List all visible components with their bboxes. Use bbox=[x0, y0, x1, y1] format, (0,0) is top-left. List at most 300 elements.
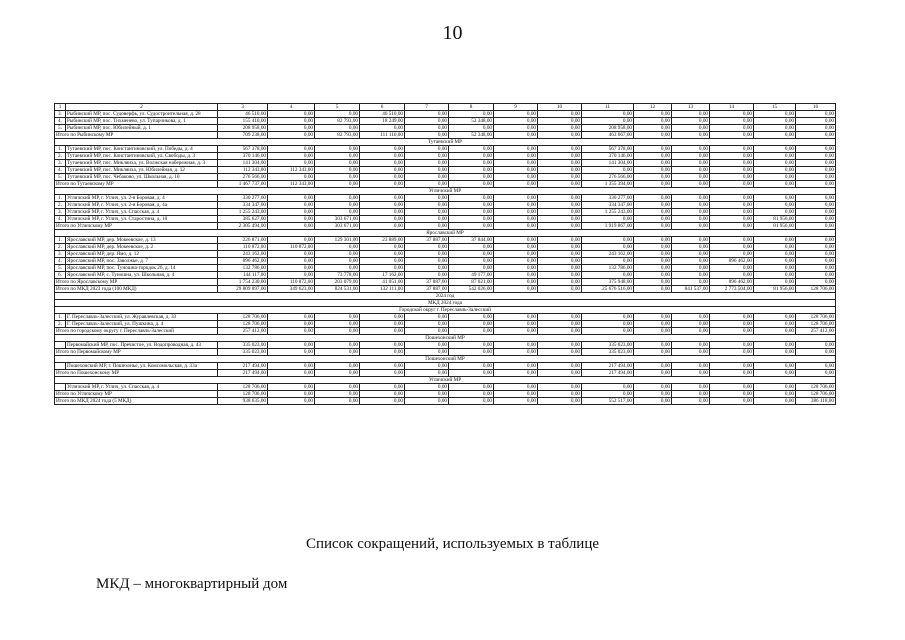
table-row bbox=[55, 363, 836, 370]
value-cell: 0,00 bbox=[634, 363, 672, 370]
table-row bbox=[55, 195, 836, 202]
total-cell: 37 887,00 bbox=[405, 286, 449, 293]
value-cell: 0,00 bbox=[634, 342, 672, 349]
value-cell: 0,00 bbox=[405, 265, 449, 272]
value-cell: 0,00 bbox=[538, 237, 582, 244]
row-number: 1. bbox=[55, 146, 66, 153]
value-cell: 0,00 bbox=[634, 111, 672, 118]
value-cell: 0,00 bbox=[796, 160, 836, 167]
table-section-row bbox=[55, 230, 836, 237]
total-cell: 257 412,00 bbox=[796, 328, 836, 335]
value-cell: 0,00 bbox=[634, 258, 672, 265]
table-total-row bbox=[55, 279, 836, 286]
value-cell: 0,00 bbox=[634, 153, 672, 160]
value-cell: 132 786,00 bbox=[218, 265, 268, 272]
table-section-row bbox=[55, 377, 836, 384]
total-cell: 0,00 bbox=[449, 223, 494, 230]
total-cell: 0,00 bbox=[494, 223, 538, 230]
value-cell: 0,00 bbox=[360, 146, 405, 153]
apartment-buildings-table-container bbox=[54, 103, 835, 405]
value-cell: 0,00 bbox=[315, 342, 360, 349]
table-row bbox=[55, 146, 836, 153]
total-cell: 41 051,00 bbox=[360, 279, 405, 286]
total-cell: 0,00 bbox=[754, 132, 796, 139]
value-cell: 0,00 bbox=[315, 146, 360, 153]
address-cell: Первомайский МР, пос. Пречистое, ул. Водопроводная, д. 43 bbox=[66, 342, 218, 349]
value-cell: 0,00 bbox=[315, 153, 360, 160]
value-cell: 243 162,00 bbox=[582, 251, 634, 258]
table-row bbox=[55, 251, 836, 258]
value-cell: 0,00 bbox=[405, 272, 449, 279]
value-cell: 0,00 bbox=[315, 202, 360, 209]
value-cell: 208 958,00 bbox=[582, 125, 634, 132]
total-cell: 0,00 bbox=[672, 328, 710, 335]
header-cell: 11 bbox=[582, 104, 634, 111]
value-cell: 112 343,00 bbox=[268, 167, 315, 174]
total-cell: 542 026,00 bbox=[449, 286, 494, 293]
value-cell: 0,00 bbox=[360, 258, 405, 265]
value-cell: 0,00 bbox=[449, 167, 494, 174]
total-cell: 111 110,00 bbox=[360, 132, 405, 139]
value-cell: 0,00 bbox=[268, 195, 315, 202]
table-row bbox=[55, 342, 836, 349]
table-total-row bbox=[55, 328, 836, 335]
value-cell: 0,00 bbox=[710, 342, 754, 349]
section-title: Тутаевский МР bbox=[55, 139, 836, 146]
value-cell: 0,00 bbox=[754, 118, 796, 125]
total-cell: 0,00 bbox=[796, 349, 836, 356]
total-cell: 0,00 bbox=[710, 132, 754, 139]
value-cell: 0,00 bbox=[449, 146, 494, 153]
value-cell: 0,00 bbox=[634, 251, 672, 258]
total-cell: 217 494,00 bbox=[582, 370, 634, 377]
value-cell: 18 249,00 bbox=[360, 118, 405, 125]
value-cell: 0,00 bbox=[494, 244, 538, 251]
total-cell: 0,00 bbox=[494, 370, 538, 377]
total-cell: 0,00 bbox=[634, 286, 672, 293]
value-cell: 0,00 bbox=[538, 209, 582, 216]
value-cell: 0,00 bbox=[582, 314, 634, 321]
value-cell: 0,00 bbox=[449, 258, 494, 265]
total-cell: 0,00 bbox=[672, 398, 710, 405]
value-cell: 0,00 bbox=[405, 195, 449, 202]
value-cell: 0,00 bbox=[538, 153, 582, 160]
value-cell: 0,00 bbox=[710, 314, 754, 321]
total-cell: 0,00 bbox=[634, 132, 672, 139]
value-cell: 0,00 bbox=[710, 321, 754, 328]
value-cell: 17 162,00 bbox=[360, 272, 405, 279]
value-cell: 81 956,00 bbox=[754, 216, 796, 223]
value-cell: 0,00 bbox=[538, 363, 582, 370]
value-cell: 330 277,00 bbox=[218, 195, 268, 202]
total-cell: 0,00 bbox=[449, 349, 494, 356]
total-cell: 0,00 bbox=[538, 349, 582, 356]
total-cell: 1 919 867,00 bbox=[582, 223, 634, 230]
total-cell: 0,00 bbox=[360, 181, 405, 188]
value-cell: 0,00 bbox=[449, 202, 494, 209]
value-cell: 226 871,00 bbox=[218, 237, 268, 244]
header-cell: 16 bbox=[796, 104, 836, 111]
address-cell: Тутаевский МР, пос. Микляиха, ул. Волжская набережная, д. 3 bbox=[66, 160, 218, 167]
value-cell: 0,00 bbox=[634, 125, 672, 132]
address-cell: Пошехонский МР, г. Пошехонье, ул. Комсомольская, д. 33а bbox=[66, 363, 218, 370]
value-cell: 155 410,00 bbox=[218, 118, 268, 125]
row-number: 3. bbox=[55, 251, 66, 258]
value-cell: 0,00 bbox=[405, 202, 449, 209]
row-number: 4. bbox=[55, 118, 66, 125]
total-cell: 0,00 bbox=[796, 279, 836, 286]
value-cell: 0,00 bbox=[449, 153, 494, 160]
value-cell: 141 304,00 bbox=[218, 160, 268, 167]
address-cell: Рыбинский МР, пос. Тихменево, ул. Тупарчикова, д. 1 bbox=[66, 118, 218, 125]
total-cell: 0,00 bbox=[710, 391, 754, 398]
value-cell: 0,00 bbox=[268, 118, 315, 125]
value-cell: 217 494,00 bbox=[218, 363, 268, 370]
total-cell: 0,00 bbox=[710, 349, 754, 356]
value-cell: 52 348,00 bbox=[449, 118, 494, 125]
value-cell: 0,00 bbox=[268, 265, 315, 272]
row-number: 5. bbox=[55, 174, 66, 181]
table-row bbox=[55, 118, 836, 125]
total-cell: 0,00 bbox=[672, 181, 710, 188]
value-cell: 0,00 bbox=[538, 202, 582, 209]
value-cell: 0,00 bbox=[754, 146, 796, 153]
value-cell: 0,00 bbox=[405, 384, 449, 391]
row-number bbox=[55, 342, 66, 349]
total-cell: 0,00 bbox=[754, 181, 796, 188]
value-cell: 0,00 bbox=[672, 265, 710, 272]
table-total-row bbox=[55, 223, 836, 230]
value-cell: 82 793,00 bbox=[315, 118, 360, 125]
value-cell: 0,00 bbox=[582, 111, 634, 118]
value-cell: 370 146,00 bbox=[218, 153, 268, 160]
value-cell: 0,00 bbox=[754, 167, 796, 174]
total-cell: 0,00 bbox=[360, 391, 405, 398]
value-cell: 0,00 bbox=[754, 384, 796, 391]
total-label: Итого по Ярославскому МР bbox=[55, 279, 218, 286]
value-cell: 0,00 bbox=[672, 272, 710, 279]
value-cell: 330 277,00 bbox=[582, 195, 634, 202]
apartment-buildings-table bbox=[54, 103, 836, 405]
value-cell: 141 304,00 bbox=[582, 160, 634, 167]
total-cell: 257 412,00 bbox=[218, 328, 268, 335]
header-cell: 3 bbox=[218, 104, 268, 111]
address-cell: Ярославский МР, пос. Туношна-городок 26, д. 14 bbox=[66, 265, 218, 272]
row-number: 2. bbox=[55, 202, 66, 209]
table-total-row bbox=[55, 391, 836, 398]
total-cell: 2 773 504,00 bbox=[710, 286, 754, 293]
value-cell: 0,00 bbox=[268, 384, 315, 391]
value-cell: 0,00 bbox=[796, 111, 836, 118]
value-cell: 0,00 bbox=[494, 216, 538, 223]
total-cell: 0,00 bbox=[405, 391, 449, 398]
table-row bbox=[55, 209, 836, 216]
value-cell: 37 844,00 bbox=[449, 237, 494, 244]
table-section-row bbox=[55, 300, 836, 307]
value-cell: 0,00 bbox=[710, 195, 754, 202]
value-cell: 0,00 bbox=[796, 153, 836, 160]
section-title: Пошехонский МР bbox=[55, 335, 836, 342]
value-cell: 0,00 bbox=[494, 146, 538, 153]
value-cell: 0,00 bbox=[754, 195, 796, 202]
value-cell: 0,00 bbox=[672, 160, 710, 167]
table-row bbox=[55, 167, 836, 174]
value-cell: 0,00 bbox=[449, 265, 494, 272]
value-cell: 0,00 bbox=[405, 321, 449, 328]
value-cell: 0,00 bbox=[494, 118, 538, 125]
total-cell: 0,00 bbox=[405, 223, 449, 230]
value-cell: 0,00 bbox=[449, 251, 494, 258]
total-cell: 0,00 bbox=[634, 349, 672, 356]
table-row bbox=[55, 174, 836, 181]
section-title: Угличский МР bbox=[55, 188, 836, 195]
value-cell: 0,00 bbox=[538, 342, 582, 349]
total-cell: 0,00 bbox=[405, 370, 449, 377]
value-cell: 0,00 bbox=[449, 314, 494, 321]
value-cell: 0,00 bbox=[672, 153, 710, 160]
total-cell: 0,00 bbox=[634, 391, 672, 398]
row-number: 5. bbox=[55, 125, 66, 132]
value-cell: 0,00 bbox=[672, 342, 710, 349]
value-cell: 0,00 bbox=[360, 265, 405, 272]
value-cell: 0,00 bbox=[672, 314, 710, 321]
value-cell: 208 958,00 bbox=[218, 125, 268, 132]
total-cell: 0,00 bbox=[754, 328, 796, 335]
value-cell: 0,00 bbox=[538, 111, 582, 118]
value-cell: 0,00 bbox=[538, 146, 582, 153]
value-cell: 144 117,00 bbox=[218, 272, 268, 279]
value-cell: 0,00 bbox=[538, 174, 582, 181]
value-cell: 0,00 bbox=[494, 209, 538, 216]
value-cell: 0,00 bbox=[672, 174, 710, 181]
value-cell: 0,00 bbox=[494, 363, 538, 370]
total-label: Итого по МКД 2024 года (5 МКД) bbox=[55, 398, 218, 405]
total-cell: 0,00 bbox=[538, 181, 582, 188]
value-cell: 0,00 bbox=[315, 251, 360, 258]
value-cell: 0,00 bbox=[315, 195, 360, 202]
value-cell: 567 378,00 bbox=[218, 146, 268, 153]
value-cell: 0,00 bbox=[754, 272, 796, 279]
value-cell: 0,00 bbox=[796, 251, 836, 258]
value-cell: 0,00 bbox=[672, 321, 710, 328]
value-cell: 0,00 bbox=[405, 153, 449, 160]
total-label: Итого по городскому округу г. Переславль-Залесский bbox=[55, 328, 218, 335]
address-cell: Угличский МР, г. Углич, ул. 2-я Боровая, д. 4 bbox=[66, 195, 218, 202]
total-label: Итого по Угличскому МР bbox=[55, 391, 218, 398]
value-cell: 0,00 bbox=[360, 314, 405, 321]
address-cell: Угличский МР, г. Углич, ул. Спасская, д. 4 bbox=[66, 209, 218, 216]
value-cell: 0,00 bbox=[360, 384, 405, 391]
total-cell: 0,00 bbox=[449, 391, 494, 398]
value-cell: 0,00 bbox=[315, 321, 360, 328]
total-cell: 0,00 bbox=[538, 391, 582, 398]
value-cell: 0,00 bbox=[360, 202, 405, 209]
value-cell: 0,00 bbox=[494, 174, 538, 181]
total-cell: 0,00 bbox=[634, 181, 672, 188]
address-cell: Ярославский МР, дер. Ямо, д. 12 bbox=[66, 251, 218, 258]
value-cell: 0,00 bbox=[360, 321, 405, 328]
value-cell: 0,00 bbox=[405, 216, 449, 223]
total-cell: 896 462,00 bbox=[710, 279, 754, 286]
value-cell: 0,00 bbox=[710, 237, 754, 244]
value-cell: 0,00 bbox=[360, 251, 405, 258]
value-cell: 0,00 bbox=[754, 209, 796, 216]
row-number: 2. bbox=[55, 153, 66, 160]
value-cell: 0,00 bbox=[405, 314, 449, 321]
total-cell: 0,00 bbox=[494, 286, 538, 293]
value-cell: 132 786,00 bbox=[582, 265, 634, 272]
table-row bbox=[55, 153, 836, 160]
value-cell: 0,00 bbox=[796, 363, 836, 370]
value-cell: 0,00 bbox=[634, 237, 672, 244]
section-title: Ярославский МР bbox=[55, 230, 836, 237]
value-cell: 0,00 bbox=[634, 146, 672, 153]
total-cell: 0,00 bbox=[494, 349, 538, 356]
total-cell: 0,00 bbox=[672, 349, 710, 356]
value-cell: 0,00 bbox=[672, 237, 710, 244]
value-cell: 0,00 bbox=[754, 244, 796, 251]
value-cell: 0,00 bbox=[360, 342, 405, 349]
header-cell: 5 bbox=[315, 104, 360, 111]
total-cell: 552 517,00 bbox=[582, 398, 634, 405]
total-cell: 0,00 bbox=[449, 181, 494, 188]
value-cell: 0,00 bbox=[315, 209, 360, 216]
value-cell: 0,00 bbox=[672, 244, 710, 251]
value-cell: 0,00 bbox=[449, 209, 494, 216]
value-cell: 0,00 bbox=[634, 174, 672, 181]
value-cell: 0,00 bbox=[268, 174, 315, 181]
row-number: 4. bbox=[55, 258, 66, 265]
value-cell: 0,00 bbox=[360, 167, 405, 174]
value-cell: 0,00 bbox=[634, 216, 672, 223]
value-cell: 0,00 bbox=[754, 258, 796, 265]
total-cell: 0,00 bbox=[672, 370, 710, 377]
total-cell: 0,00 bbox=[449, 370, 494, 377]
total-cell: 0,00 bbox=[315, 398, 360, 405]
header-cell: 13 bbox=[672, 104, 710, 111]
value-cell: 0,00 bbox=[634, 384, 672, 391]
value-cell: 0,00 bbox=[754, 314, 796, 321]
total-cell: 0,00 bbox=[710, 370, 754, 377]
value-cell: 46 510,00 bbox=[218, 111, 268, 118]
total-cell: 0,00 bbox=[796, 181, 836, 188]
table-row bbox=[55, 160, 836, 167]
table-row bbox=[55, 237, 836, 244]
address-cell: Ярославский МР, дер. Мокеевское, д. 13 bbox=[66, 237, 218, 244]
total-cell: 0,00 bbox=[494, 181, 538, 188]
value-cell: 335 023,00 bbox=[218, 342, 268, 349]
total-cell: 0,00 bbox=[634, 398, 672, 405]
section-title: 2024 год bbox=[55, 293, 836, 300]
value-cell: 0,00 bbox=[268, 258, 315, 265]
value-cell: 334 347,00 bbox=[218, 202, 268, 209]
value-cell: 0,00 bbox=[672, 209, 710, 216]
total-cell: 0,00 bbox=[449, 328, 494, 335]
value-cell: 128 706,00 bbox=[218, 321, 268, 328]
value-cell: 0,00 bbox=[494, 258, 538, 265]
value-cell: 0,00 bbox=[494, 195, 538, 202]
total-cell: 132 111,00 bbox=[360, 286, 405, 293]
total-cell: 0,00 bbox=[268, 391, 315, 398]
total-cell: 0,00 bbox=[494, 279, 538, 286]
value-cell: 896 462,00 bbox=[218, 258, 268, 265]
value-cell: 0,00 bbox=[405, 251, 449, 258]
value-cell: 0,00 bbox=[494, 153, 538, 160]
value-cell: 0,00 bbox=[268, 314, 315, 321]
table-section-row bbox=[55, 188, 836, 195]
value-cell: 0,00 bbox=[268, 272, 315, 279]
total-cell: 0,00 bbox=[315, 181, 360, 188]
value-cell: 217 494,00 bbox=[582, 363, 634, 370]
row-number: 1. bbox=[55, 314, 66, 321]
value-cell: 0,00 bbox=[710, 209, 754, 216]
header-cell: 10 bbox=[538, 104, 582, 111]
value-cell: 0,00 bbox=[710, 265, 754, 272]
total-cell: 0,00 bbox=[268, 398, 315, 405]
address-cell: Угличский МР, г. Углич, ул. Спасская, д. 4 bbox=[66, 384, 218, 391]
row-number bbox=[55, 384, 66, 391]
header-cell: 12 bbox=[634, 104, 672, 111]
total-cell: 25 676 516,00 bbox=[582, 286, 634, 293]
address-cell: Г. Переславль-Залесский, ул. Пушкина, д. 4 bbox=[66, 321, 218, 328]
value-cell: 0,00 bbox=[672, 125, 710, 132]
value-cell: 0,00 bbox=[710, 202, 754, 209]
table-total-row bbox=[55, 132, 836, 139]
value-cell: 0,00 bbox=[494, 265, 538, 272]
value-cell: 46 510,00 bbox=[360, 111, 405, 118]
value-cell: 0,00 bbox=[268, 342, 315, 349]
value-cell: 0,00 bbox=[672, 363, 710, 370]
value-cell: 0,00 bbox=[796, 174, 836, 181]
value-cell: 0,00 bbox=[672, 118, 710, 125]
value-cell: 0,00 bbox=[538, 160, 582, 167]
value-cell: 0,00 bbox=[582, 321, 634, 328]
value-cell: 0,00 bbox=[796, 202, 836, 209]
value-cell: 0,00 bbox=[796, 265, 836, 272]
total-cell: 0,00 bbox=[538, 286, 582, 293]
total-cell: 0,00 bbox=[582, 391, 634, 398]
value-cell: 23 889,00 bbox=[360, 237, 405, 244]
header-cell: 8 bbox=[449, 104, 494, 111]
value-cell: 0,00 bbox=[494, 314, 538, 321]
total-cell: 0,00 bbox=[315, 391, 360, 398]
table-section-row bbox=[55, 307, 836, 314]
value-cell: 0,00 bbox=[634, 160, 672, 167]
total-cell: 0,00 bbox=[754, 370, 796, 377]
total-cell: 349 623,00 bbox=[268, 286, 315, 293]
value-cell: 0,00 bbox=[268, 363, 315, 370]
total-cell: 203 079,00 bbox=[315, 279, 360, 286]
value-cell: 276 566,00 bbox=[218, 174, 268, 181]
value-cell: 0,00 bbox=[582, 244, 634, 251]
address-cell: Ярославский МР, пос. Заволжье, д. 7 bbox=[66, 258, 218, 265]
total-cell: 303 671,00 bbox=[315, 223, 360, 230]
table-header-row bbox=[55, 104, 836, 111]
value-cell: 0,00 bbox=[494, 160, 538, 167]
total-cell: 0,00 bbox=[634, 370, 672, 377]
total-cell: 841 537,00 bbox=[672, 286, 710, 293]
value-cell: 0,00 bbox=[449, 384, 494, 391]
table-total-row bbox=[55, 370, 836, 377]
total-cell: 2 305 494,00 bbox=[218, 223, 268, 230]
total-cell: 0,00 bbox=[360, 349, 405, 356]
table-section-row bbox=[55, 293, 836, 300]
total-cell: 128 706,00 bbox=[796, 286, 836, 293]
value-cell: 0,00 bbox=[449, 160, 494, 167]
row-number: 3. bbox=[55, 209, 66, 216]
value-cell: 0,00 bbox=[582, 237, 634, 244]
total-cell: 0,00 bbox=[672, 279, 710, 286]
